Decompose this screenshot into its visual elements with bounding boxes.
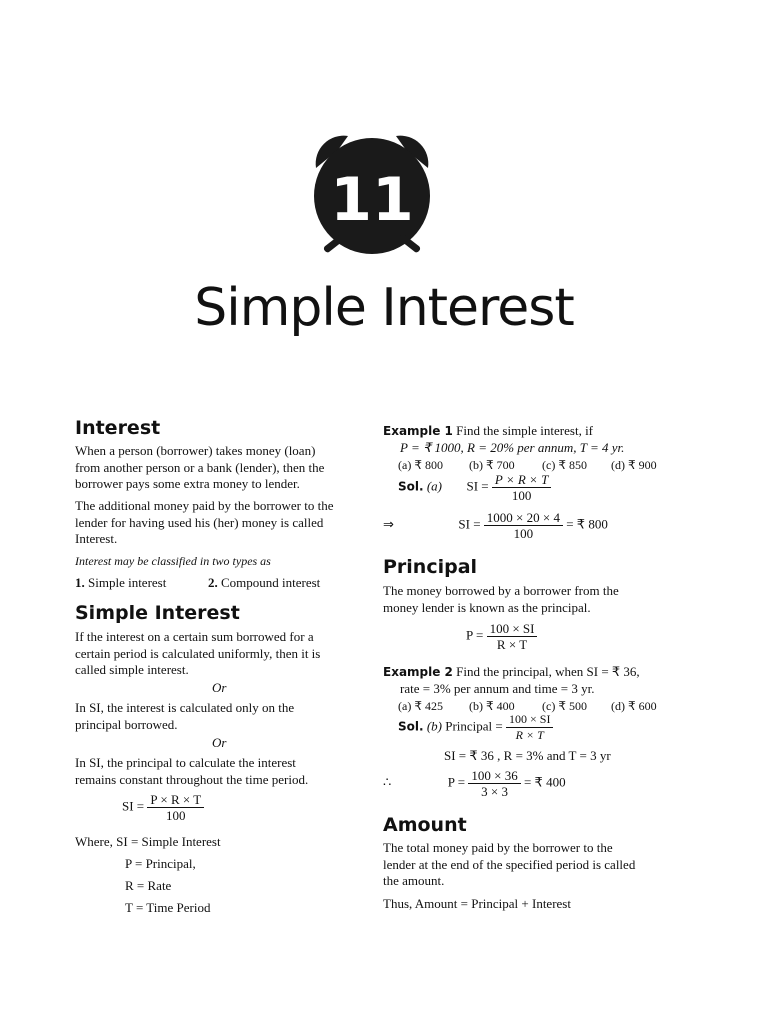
text-line: borrower pays some extra money to lender. bbox=[75, 476, 300, 491]
numerator: 100 × SI bbox=[506, 712, 553, 728]
fraction bbox=[487, 621, 538, 652]
interest-paragraph-1 bbox=[75, 443, 324, 493]
option: (a) ₹ 425 bbox=[398, 699, 443, 713]
denominator: 100 bbox=[166, 808, 186, 823]
numerator: 1000 × 20 × 4 bbox=[484, 510, 563, 526]
example-1-question bbox=[383, 423, 593, 440]
example-1-solution-step-1 bbox=[398, 472, 551, 503]
denominator: 100 bbox=[513, 526, 534, 541]
example-1-given: P = ₹ 1000, R = 20% per annum, T = 4 yr. bbox=[400, 440, 625, 455]
text-line: The money borrowed by a borrower from the bbox=[383, 583, 619, 598]
sol-answer: (b) bbox=[426, 718, 442, 734]
text-line: the amount. bbox=[383, 873, 445, 888]
option: (d) ₹ 600 bbox=[611, 699, 657, 713]
option: (d) ₹ 900 bbox=[611, 458, 657, 472]
principal-formula bbox=[466, 621, 537, 652]
text-line: money lender is known as the principal. bbox=[383, 599, 591, 615]
type-label: Compound interest bbox=[221, 575, 321, 590]
option: (b) ₹ 700 bbox=[469, 458, 515, 472]
chapter-number: 11 bbox=[330, 165, 414, 235]
sol-label: Sol. bbox=[398, 719, 424, 734]
principal-heading: Principal bbox=[383, 556, 478, 578]
type-number: 2. bbox=[208, 575, 218, 590]
text-line: certain period is calculated uniformly, then it is bbox=[75, 645, 321, 661]
denominator: R × T bbox=[515, 728, 544, 742]
option: (c) ₹ 500 bbox=[542, 699, 587, 713]
fraction bbox=[506, 712, 553, 743]
si-paragraph-2 bbox=[75, 700, 294, 733]
example-2-given-values: SI = ₹ 36 , R = 3% and T = 3 yr bbox=[444, 748, 611, 763]
text-line: lender for having used his (her) money is called bbox=[75, 514, 324, 530]
formula-lhs: Principal = bbox=[445, 718, 503, 734]
chapter-title: Simple Interest bbox=[194, 278, 574, 338]
option: (b) ₹ 400 bbox=[469, 699, 515, 713]
interest-heading: Interest bbox=[75, 417, 161, 439]
fraction bbox=[147, 792, 204, 823]
text-line: principal borrowed. bbox=[75, 716, 178, 732]
where-line-si: Where, SI = Simple Interest bbox=[75, 834, 221, 849]
principal-paragraph bbox=[383, 583, 619, 616]
example-2-solution-step-2 bbox=[383, 768, 566, 799]
where-line-t: T = Time Period bbox=[125, 900, 211, 915]
or-separator: Or bbox=[212, 735, 227, 750]
amount-formula: Thus, Amount = Principal + Interest bbox=[383, 896, 571, 911]
numerator: 100 × SI bbox=[487, 621, 538, 637]
interest-type-2 bbox=[208, 575, 320, 592]
formula-lhs: SI = bbox=[466, 478, 489, 494]
interest-type-1 bbox=[75, 575, 166, 592]
interest-paragraph-2 bbox=[75, 498, 333, 548]
or-separator: Or bbox=[212, 680, 227, 695]
therefore-symbol: ∴ bbox=[383, 774, 392, 790]
example-label: Example 2 bbox=[383, 665, 453, 679]
simple-interest-heading: Simple Interest bbox=[75, 602, 240, 624]
text-line: When a person (borrower) takes money (loan) bbox=[75, 443, 316, 458]
si-paragraph-1 bbox=[75, 629, 320, 679]
example-text: Find the principal, when SI = ₹ 36, bbox=[456, 664, 640, 679]
option: (c) ₹ 850 bbox=[542, 458, 587, 472]
classified-note: Interest may be classified in two types as bbox=[75, 554, 271, 568]
example-text: Find the simple interest, if bbox=[456, 423, 594, 438]
denominator: R × T bbox=[496, 637, 528, 652]
numerator: P × R × T bbox=[147, 792, 204, 808]
implies-symbol: ⇒ bbox=[383, 516, 394, 532]
example-label: Example 1 bbox=[383, 424, 453, 438]
text-line: lender at the end of the specified period is called bbox=[383, 856, 636, 872]
where-line-r: R = Rate bbox=[125, 878, 172, 893]
fraction bbox=[468, 768, 520, 799]
text-line: If the interest on a certain sum borrowed for a bbox=[75, 629, 314, 644]
formula-result: = ₹ 800 bbox=[566, 516, 608, 532]
formula-lhs: SI = bbox=[122, 798, 145, 814]
si-formula bbox=[122, 792, 204, 823]
fraction bbox=[484, 510, 563, 541]
example-2-solution-step-1 bbox=[398, 712, 553, 743]
amount-heading: Amount bbox=[383, 814, 467, 836]
si-paragraph-3 bbox=[75, 755, 308, 788]
formula-lhs: SI = bbox=[458, 516, 481, 532]
fraction bbox=[492, 472, 551, 503]
denominator: 100 bbox=[511, 488, 532, 503]
example-1-solution-step-2 bbox=[383, 510, 608, 541]
sol-label: Sol. bbox=[398, 479, 424, 494]
formula-lhs: P = bbox=[447, 774, 466, 790]
text-line: called simple interest. bbox=[75, 662, 189, 677]
text-line: In SI, the interest is calculated only on the bbox=[75, 700, 295, 715]
denominator: 3 × 3 bbox=[481, 784, 508, 799]
formula-lhs: P = bbox=[466, 627, 484, 643]
alarm-clock-icon bbox=[308, 128, 436, 262]
text-line: Interest. bbox=[75, 531, 118, 546]
sol-answer: (a) bbox=[426, 478, 442, 494]
type-label: Simple interest bbox=[88, 575, 167, 590]
text-line: from another person or a bank (lender), then the bbox=[75, 459, 325, 475]
where-line-p: P = Principal, bbox=[125, 856, 196, 871]
numerator: P × R × T bbox=[492, 472, 551, 488]
numerator: 100 × 36 bbox=[468, 768, 520, 784]
option: (a) ₹ 800 bbox=[398, 458, 443, 472]
type-number: 1. bbox=[75, 575, 85, 590]
example-2-question bbox=[383, 664, 640, 681]
example-2-given: rate = 3% per annum and time = 3 yr. bbox=[400, 681, 595, 696]
text-line: The additional money paid by the borrower to the bbox=[75, 498, 334, 513]
formula-result: = ₹ 400 bbox=[523, 774, 566, 790]
amount-paragraph bbox=[383, 840, 635, 890]
text-line: The total money paid by the borrower to the bbox=[383, 840, 613, 855]
text-line: In SI, the principal to calculate the interest bbox=[75, 755, 296, 770]
text-line: remains constant throughout the time period. bbox=[75, 771, 309, 787]
